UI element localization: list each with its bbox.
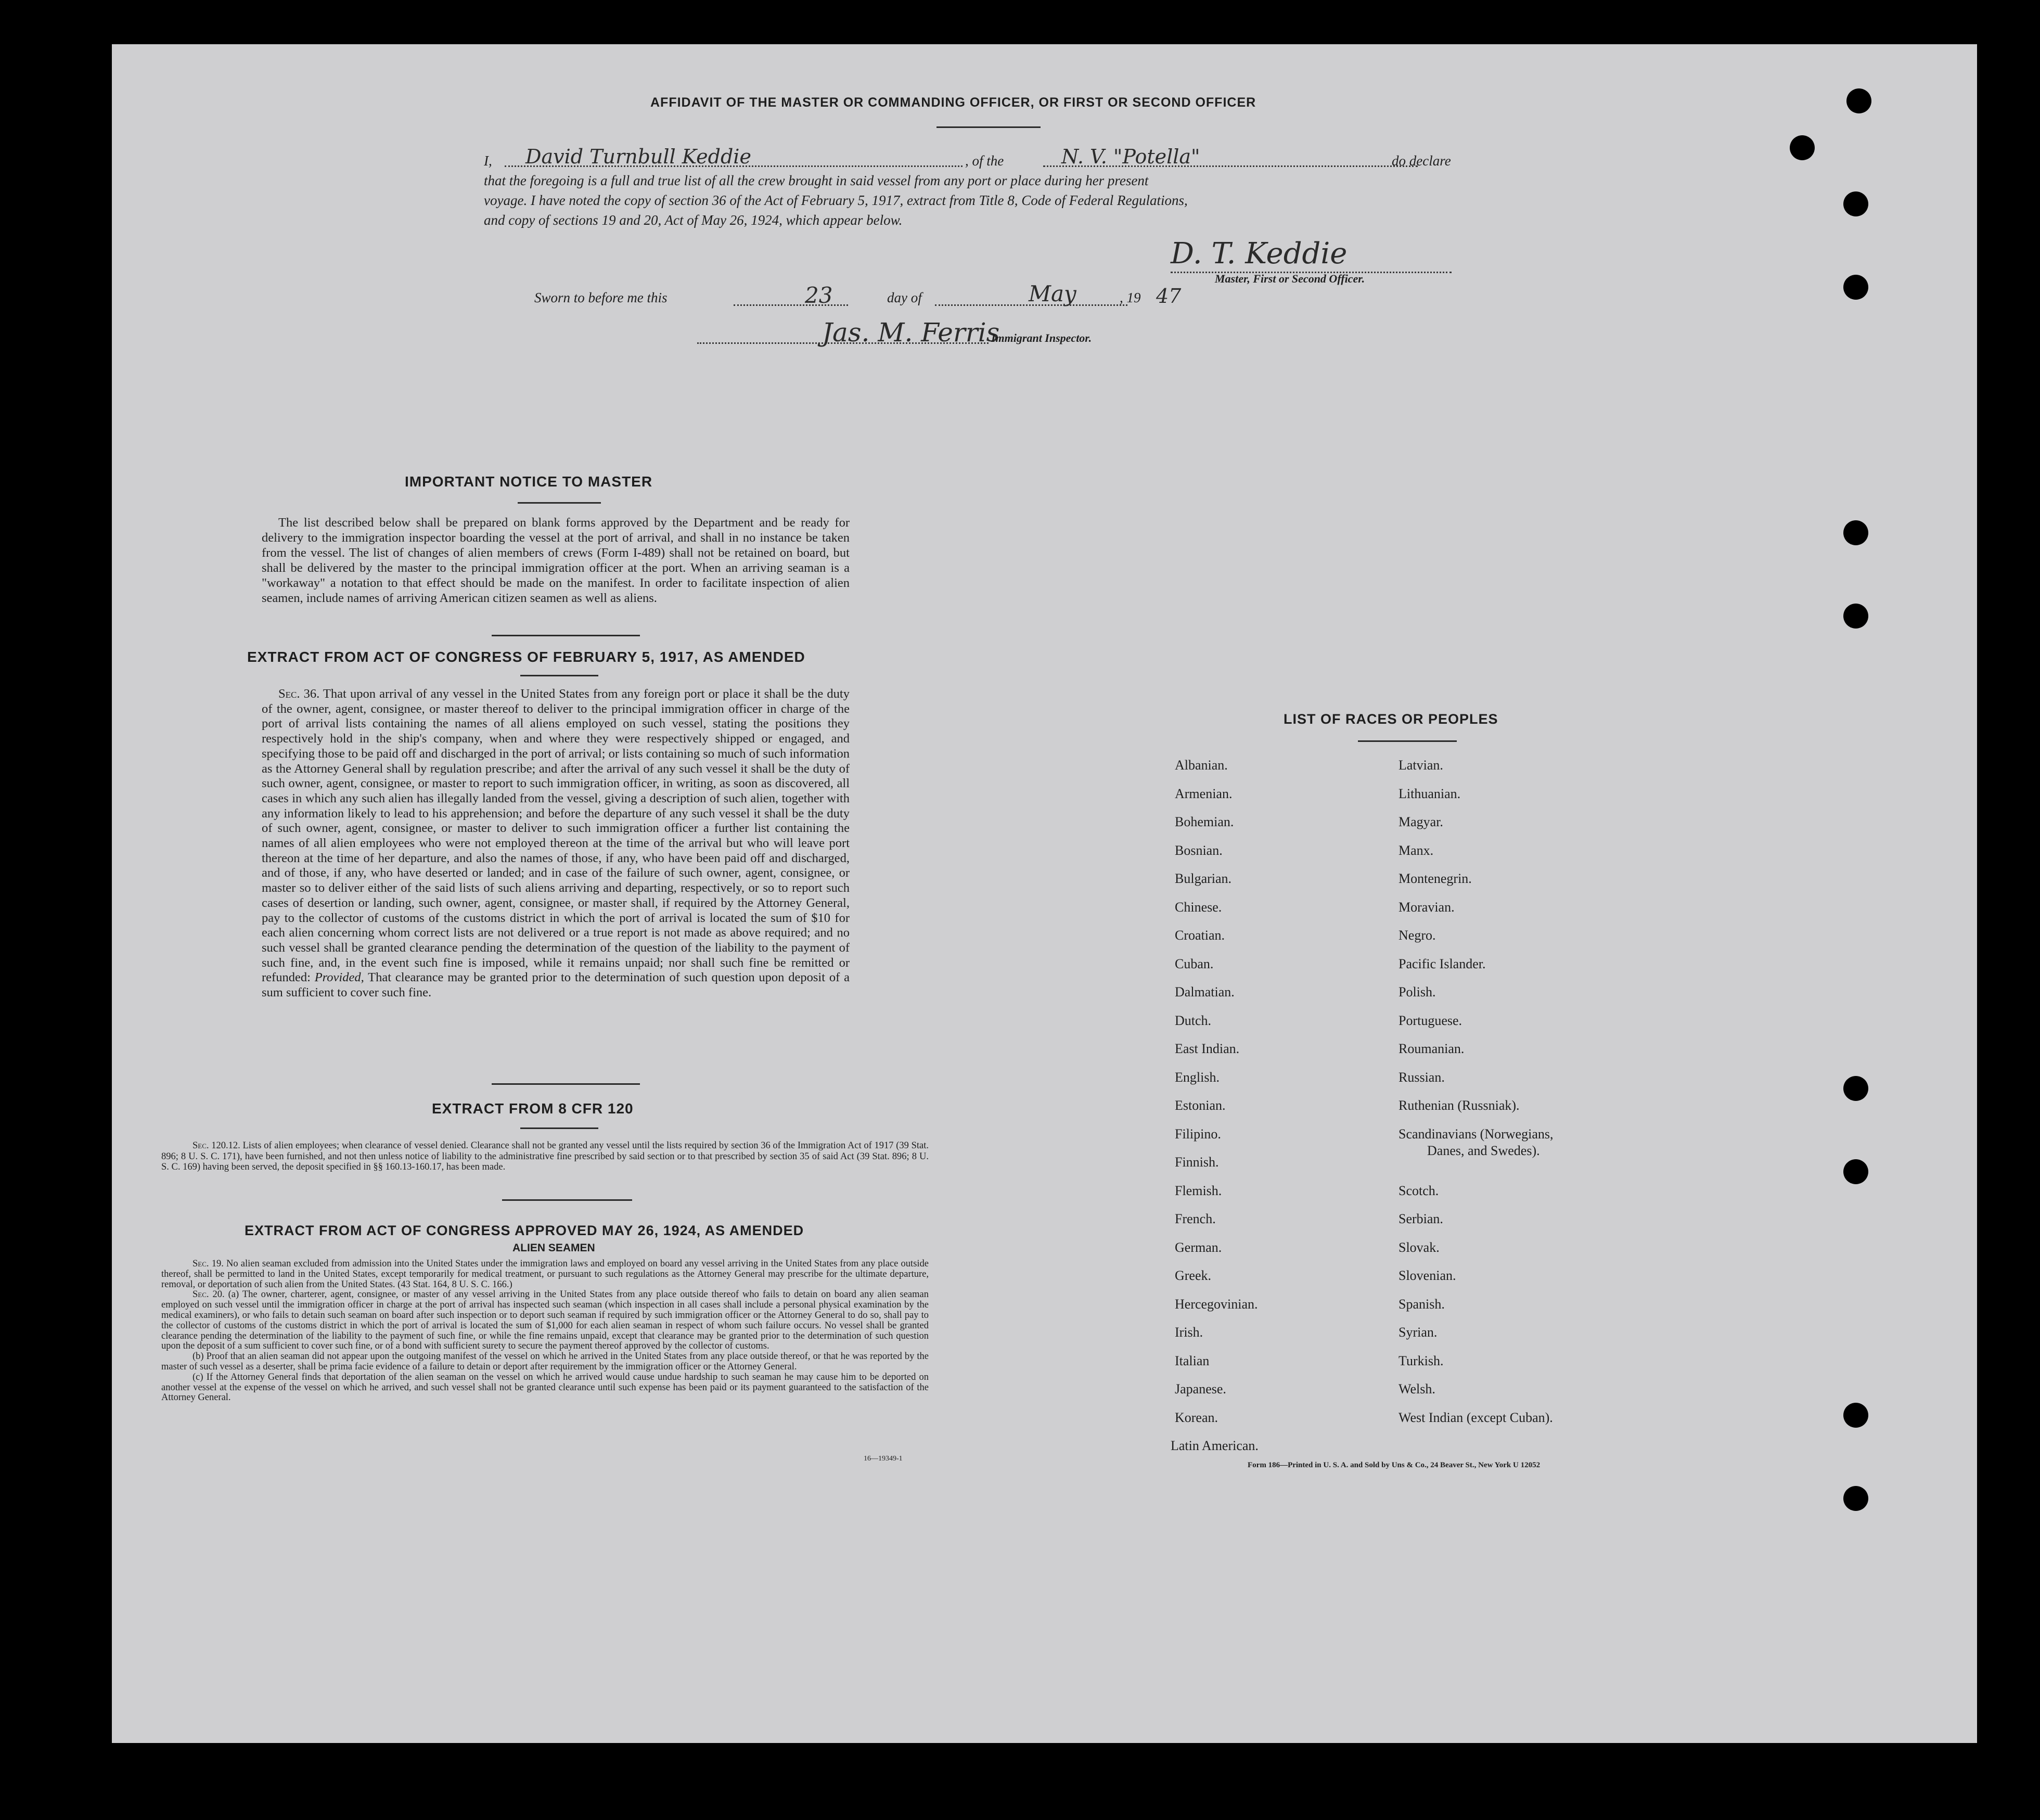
race-item: Turkish.	[1399, 1353, 1444, 1368]
races-left-column	[1171, 757, 1259, 1466]
extract1917-top-rule	[492, 635, 640, 636]
i-label: I,	[484, 153, 492, 169]
races-right-column	[1399, 757, 1553, 1438]
notice-title-rule	[518, 502, 601, 504]
race-item: Estonian.	[1175, 1098, 1226, 1113]
notice-text: The list described below shall be prepared on blank forms approved by the Department and be ready for delivery to the immigration inspector boarding the vessel at the port of arrival, and shall in no instance be taken from the vessel. The list of changes of alien members of crews (Form I-489) shall not be retained on board, but shall be delivered by the master to the principal immigration officer at the port. When an arriving seaman is a "workaway" a notation to that effect should be made on the manifest. In order to facilitate inspection of alien seamen, include names of arriving American citizen seamen as well as aliens.	[262, 516, 850, 605]
race-item: Finnish.	[1175, 1155, 1219, 1170]
extract1924-body	[161, 1259, 929, 1403]
inspector-signature: Jas. M. Ferris	[822, 317, 1000, 348]
race-item: Flemish.	[1175, 1183, 1222, 1198]
inspector-caption: Immigrant Inspector.	[991, 331, 1092, 344]
race-item: Syrian.	[1399, 1325, 1438, 1340]
affidavit-title: AFFIDAVIT OF THE MASTER OR COMMANDING OFFICER, OR FIRST OR SECOND OFFICER	[650, 95, 1256, 110]
race-item: Cuban.	[1175, 956, 1214, 971]
race-item: Slovak.	[1399, 1239, 1440, 1255]
master-name-handwritten: David Turnbull Keddie	[525, 145, 751, 168]
notice-title: IMPORTANT NOTICE TO MASTER	[405, 473, 653, 490]
declaration-line-3: and copy of sections 19 and 20, Act of May 26, 1924, which appear below.	[484, 212, 903, 228]
race-item: Scotch.	[1399, 1183, 1439, 1198]
extract1917-sec36	[262, 687, 850, 1001]
race-item: Negro.	[1399, 928, 1436, 943]
punch-hole	[1843, 520, 1868, 545]
extract1917-title: EXTRACT FROM ACT OF CONGRESS OF FEBRUARY 5, 1917, AS AMENDED	[247, 649, 805, 665]
sec36-text: That upon arrival of any vessel in the United States from any foreign port or place it shall be the duty of the owner, agent, consignee, or master thereof to deliver to the principal immigration officer in charge of the port of arrival lists containing the names of all aliens employed on such vessel, stating the positions they respectively hold in the ship's company, when and where they were respectively shipped or engaged, and specifying those to be paid off and discharged in the port of arrival; or lists containing so much of such information as the Attorney General shall by regulation prescribe; and after the arrival of any such vessel it shall be the duty of such owner, agent, consignee, or master to report to such immigration officer, in writing, as soon as discovered, all cases in which any such alien has illegally landed from the vessel, giving a description of such alien, together with any information likely to lead to his apprehension; and before the departure of any such vessel it shall be the duty of such owner, agent, consignee, or master to deliver to such immigration officer a further list containing the names of all alien employees who were not employed thereon at the time of the arrival but who will leave port thereon at the time of her departure, and also the names of those, if any, who have been paid off and discharged, and of those, if any, who have deserted or landed; and in case of the failure of such owner, agent, consignee, or master so to deliver either of the said lists of such aliens arriving and departing, respectively, or so to report such cases of desertion or landing, such owner, agent, consignee, or master shall, if required by the Attorney General, pay to the collector of customs of the customs district in which the port of arrival is located the sum of $10 for each alien concerning whom correct lists are not delivered or a true report is not made as above required; and no such vessel shall be granted clearance pending the determination of the question of the liability to the payment of such fine, and, in the event such fine is imposed, while it remains unpaid; nor shall such fine be remitted or refunded:	[262, 687, 850, 985]
race-item: Armenian.	[1175, 786, 1233, 801]
race-item: Japanese.	[1175, 1381, 1226, 1396]
sec20-label: Sec. 20.	[193, 1289, 225, 1300]
sec19-paragraph	[161, 1259, 929, 1290]
races-title-rule	[1358, 740, 1457, 742]
race-item: Croatian.	[1175, 928, 1225, 943]
cfr-title: EXTRACT FROM 8 CFR 120	[432, 1100, 634, 1117]
punch-hole	[1790, 135, 1815, 160]
race-item: Filipino.	[1175, 1126, 1221, 1142]
cfr-sec-label: Sec. 120.12.	[193, 1140, 240, 1151]
provided-label: Provided,	[314, 970, 364, 985]
cfr-title-rule	[520, 1127, 598, 1129]
extract1917-title-rule	[520, 675, 598, 676]
punch-hole	[1843, 191, 1868, 216]
punch-hole	[1843, 1159, 1868, 1184]
race-item: Spanish.	[1399, 1296, 1445, 1312]
race-item: Bosnian.	[1175, 842, 1223, 858]
punch-hole	[1843, 1076, 1868, 1101]
race-item: Welsh.	[1399, 1381, 1435, 1396]
race-item: Albanian.	[1175, 758, 1228, 773]
provided-text: That clearance may be granted prior to the determination of such question upon deposit of a sum sufficient to cover such fine.	[262, 970, 850, 1000]
race-item: Manx.	[1399, 842, 1434, 858]
race-item: Serbian.	[1399, 1211, 1443, 1226]
punch-hole	[1843, 604, 1868, 629]
race-item: English.	[1175, 1069, 1220, 1085]
race-item: Polish.	[1399, 984, 1436, 999]
race-item: Montenegrin.	[1399, 871, 1472, 886]
sec20a-text: (a) The owner, charterer, agent, consignee, or master of any vessel arriving in the United States from any place outside thereof who fails to detain on board any alien seaman employed on such vessel until the immigration officer in charge at the port of arrival has inspected such seaman (which inspection in all cases shall include a personal physical examination by the medical examiners), or who fails to detain such seaman on board after such inspection or to deport such seaman if required by such immigration officer or the Attorney General to do so, shall pay to the collector of customs of the customs district in which the port of arrival is located the sum of $1,000 for each alien seaman in respect of whom such failure occurs. No vessel shall be granted clearance pending the determination of the liability to the payment of such fine, or while the fine remains unpaid, except that clearance may be granted prior to the determination of such question upon the deposit of a sum sufficient to cover such fine, or of a bond with sufficient surety to secure the payment thereof approved by the collector of customs.	[161, 1289, 929, 1352]
affidavit-declaration	[484, 145, 1483, 230]
race-item: West Indian (except Cuban).	[1399, 1409, 1553, 1425]
race-item: Dutch.	[1175, 1012, 1212, 1028]
declaration-line-1: that the foregoing is a full and true list of all the crew brought in said vessel from any port or place during her present	[484, 173, 1149, 188]
sworn-month-handwritten: May	[1029, 281, 1076, 306]
race-item: Slovenian.	[1399, 1268, 1456, 1283]
race-item: Korean.	[1175, 1409, 1218, 1425]
race-item: Roumanian.	[1399, 1041, 1465, 1056]
affidavit-title-rule	[936, 126, 1041, 128]
form-footer: Form 186—Printed in U. S. A. and Sold by Uns & Co., 24 Beaver St., New York U 12052	[1248, 1461, 1541, 1469]
extract1924-subtitle: ALIEN SEAMEN	[512, 1242, 595, 1254]
declaration-line-2: voyage. I have noted the copy of section 36 of the Act of February 5, 1917, extract from Title 8, Code of Federal Regulations,	[484, 193, 1188, 208]
master-signature: D. T. Keddie	[1171, 237, 1348, 271]
sworn-label: Sworn to before me this	[534, 290, 668, 305]
cfr-top-rule	[492, 1083, 640, 1085]
race-item: Latvian.	[1399, 758, 1443, 773]
sec20c-paragraph: (c) If the Attorney General finds that deportation of the alien seaman on the vessel on which he arrived would cause undue hardship to such seaman he may cause him to be deported on another vessel at the expense of the vessel on which he arrived, and such vessel shall not be granted clearance until such expense has been paid or its payment guaranteed to the satisfaction of the Attorney General.	[161, 1372, 929, 1403]
year-handwritten: 47	[1156, 285, 1182, 307]
race-item: Dalmatian.	[1175, 984, 1235, 999]
extract1924-title: EXTRACT FROM ACT OF CONGRESS APPROVED MAY 26, 1924, AS AMENDED	[245, 1223, 804, 1238]
race-item: Greek.	[1175, 1268, 1212, 1283]
print-code: 16—19349-1	[864, 1455, 903, 1463]
declare-label: do declare	[1392, 153, 1451, 169]
cfr-text	[161, 1140, 929, 1173]
year-prefix: , 19	[1120, 290, 1141, 305]
race-item: German.	[1175, 1239, 1222, 1255]
race-item: Chinese.	[1175, 899, 1222, 915]
vessel-name-handwritten: N. V. "Potella"	[1061, 145, 1200, 168]
race-item: Pacific Islander.	[1399, 956, 1486, 971]
sec20b-paragraph: (b) Proof that an alien seaman did not appear upon the outgoing manifest of the vessel on which he arrived in the United States from any place outside thereof, or that he was reported by the master of such vessel as a deserter, shall be prima facie evidence of a failure to detain or deport after requirement by the immigration officer or the Attorney General.	[161, 1351, 929, 1372]
sworn-line	[534, 281, 1190, 315]
race-item: Scandinavians (Norwegians,	[1399, 1126, 1554, 1142]
of-the-label: , of the	[965, 153, 1004, 169]
race-item: Danes, and Swedes).	[1427, 1143, 1540, 1158]
sec19-text: No alien seaman excluded from admission into the United States under the immigration laws and employed on board any vessel arriving in the United States from any place outside thereof, shall be permitted to land in the United States, except temporarily for medical treatment, or pursuant to such regulations as the Attorney General may prescribe for the ultimate departure, removal, or deportation of such alien from the United States. (43 Stat. 164, 8 U. S. C. 166.)	[161, 1259, 929, 1290]
race-item: Moravian.	[1399, 899, 1455, 915]
punch-hole	[1843, 275, 1868, 300]
race-item: Bohemian.	[1175, 814, 1234, 829]
cfr-sec-text: Lists of alien employees; when clearance of vessel denied. Clearance shall not be granted any vessel until the lists required by section 36 of the Immigration Act of 1917 (39 Stat. 896; 8 U. S. C. 171), have been furnished, and not then unless notice of liability to the administrative fine prescribed by said section or to that prescribed by section 35 of said Act (39 Stat. 896; 8 U. S. C. 169) having been served, the deposit specified in §§ 160.13-160.17, has been made.	[161, 1140, 929, 1172]
race-item: Irish.	[1175, 1325, 1203, 1340]
races-title: LIST OF RACES OR PEOPLES	[1284, 711, 1498, 727]
punch-hole	[1846, 88, 1871, 113]
race-item: Ruthenian (Russniak).	[1399, 1098, 1520, 1113]
race-item: Latin American.	[1171, 1438, 1259, 1453]
punch-hole	[1843, 1403, 1868, 1428]
race-item: Lithuanian.	[1399, 786, 1461, 801]
sworn-day-handwritten: 23	[805, 283, 833, 308]
race-item: Portuguese.	[1399, 1012, 1462, 1028]
race-item: Italian	[1175, 1353, 1210, 1368]
day-of-label: day of	[887, 290, 922, 305]
race-item: Russian.	[1399, 1069, 1445, 1085]
race-item: Magyar.	[1399, 814, 1443, 829]
race-item: French.	[1175, 1211, 1216, 1226]
race-item: East Indian.	[1175, 1041, 1240, 1056]
race-item: Hercegovinian.	[1175, 1296, 1258, 1312]
race-item: Bulgarian.	[1175, 871, 1232, 886]
master-caption: Master, First or Second Officer.	[1215, 272, 1365, 285]
extract1924-top-rule	[502, 1199, 632, 1201]
sec36-label: Sec. 36.	[278, 687, 320, 701]
sec19-label: Sec. 19.	[193, 1259, 224, 1269]
sec20a-paragraph	[161, 1290, 929, 1352]
punch-hole	[1843, 1486, 1868, 1511]
